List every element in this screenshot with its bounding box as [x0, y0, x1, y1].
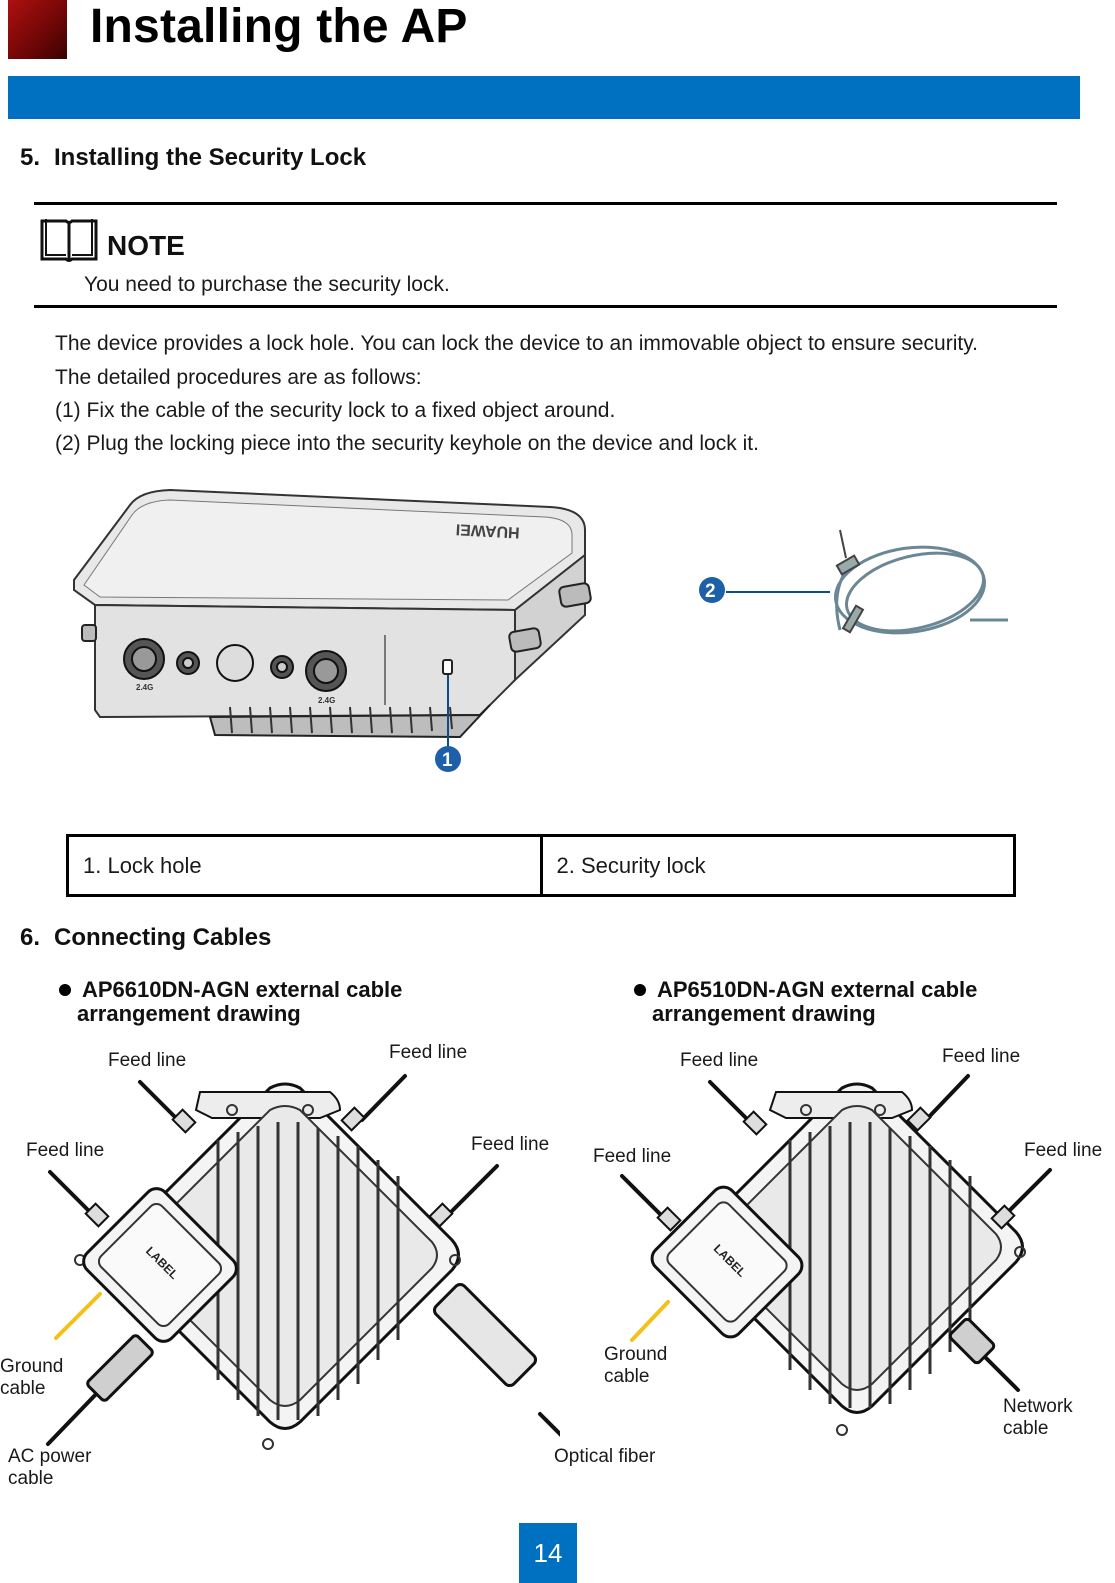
section-5-title: Installing the Security Lock — [54, 144, 367, 171]
section-5-heading — [20, 144, 366, 172]
bullet-dot — [59, 984, 71, 996]
callout-2-number: 2 — [705, 581, 716, 602]
paragraph-1: The device provides a lock hole. You can lock the device to an immovable object to ensure security. — [55, 332, 978, 355]
security-lock-figure — [690, 520, 1030, 660]
ap-device-figure — [60, 485, 620, 795]
ap6510-label-ground-1: Ground — [604, 1344, 668, 1365]
bullet-ap6610-line1: AP6610DN-AGN external cable — [82, 977, 403, 1002]
section-6-heading — [20, 924, 271, 952]
ap6610-label-text: LABEL — [143, 1243, 182, 1282]
bullet-ap6610 — [77, 977, 403, 1026]
section-5-number: 5. — [20, 144, 41, 171]
ap6510-label-feed-left: Feed line — [593, 1146, 672, 1167]
brand-text: HUAWEI — [455, 520, 521, 541]
book-icon — [38, 215, 100, 265]
paragraph-2: The detailed procedures are as follows: — [55, 366, 422, 389]
ap6610-label-ground-1: Ground — [0, 1356, 64, 1377]
note-label: NOTE — [107, 230, 185, 261]
ap6510-label-text: LABEL — [710, 1241, 749, 1280]
ap6610-label-feed-left: Feed line — [26, 1140, 105, 1161]
ap6510-label-network-2: cable — [1003, 1418, 1049, 1439]
ap6610-label-ground-2: cable — [0, 1378, 46, 1399]
port-label-right: 2.4G — [318, 696, 336, 705]
callout-cell-security-lock: 2. Security lock — [540, 837, 1014, 894]
callout-table — [66, 834, 1016, 897]
ap6610-cable-diagram — [0, 1040, 560, 1480]
ap6510-label-feed-top-right: Feed line — [942, 1046, 1021, 1067]
callout-1-number: 1 — [442, 750, 453, 771]
ap6610-label-ac-1: AC power — [8, 1446, 92, 1467]
bullet-ap6510 — [652, 977, 978, 1026]
section-6-title: Connecting Cables — [54, 924, 272, 951]
note-text: You need to purchase the security lock. — [84, 273, 450, 296]
bullet-dot — [634, 984, 646, 996]
ap6610-label-feed-top-right: Feed line — [389, 1042, 468, 1063]
callout-cell-lock-hole: 1. Lock hole — [83, 852, 202, 878]
lock-hole — [443, 660, 452, 674]
ap6610-label-feed-top-left: Feed line — [108, 1050, 187, 1071]
bullet-ap6510-line2: arrangement drawing — [652, 1001, 876, 1026]
port-label-left: 2.4G — [136, 683, 154, 692]
bullet-ap6610-line2: arrangement drawing — [77, 1001, 301, 1026]
ap6510-label-feed-top-left: Feed line — [680, 1050, 759, 1071]
header-blue-bar — [8, 76, 1080, 119]
ap6610-label-feed-right: Feed line — [471, 1134, 550, 1155]
step-2: (2) Plug the locking piece into the security keyhole on the device and lock it. — [55, 432, 759, 455]
ap6510-label-network-1: Network — [1003, 1396, 1073, 1417]
ap6610-label-ac-2: cable — [8, 1468, 54, 1489]
section-6-number: 6. — [20, 924, 41, 951]
note-box — [34, 202, 1057, 308]
page-title: Installing the AP — [90, 0, 468, 53]
bullet-ap6510-line1: AP6510DN-AGN external cable — [657, 977, 978, 1002]
ap6510-label-ground-2: cable — [604, 1366, 650, 1387]
ap6610-label-optical: Optical fiber — [554, 1446, 656, 1467]
step-1: (1) Fix the cable of the security lock to a fixed object around. — [55, 399, 616, 422]
page-number: 14 — [519, 1523, 577, 1583]
ap6510-label-feed-right: Feed line — [1024, 1140, 1103, 1161]
header-red-block — [8, 0, 67, 59]
